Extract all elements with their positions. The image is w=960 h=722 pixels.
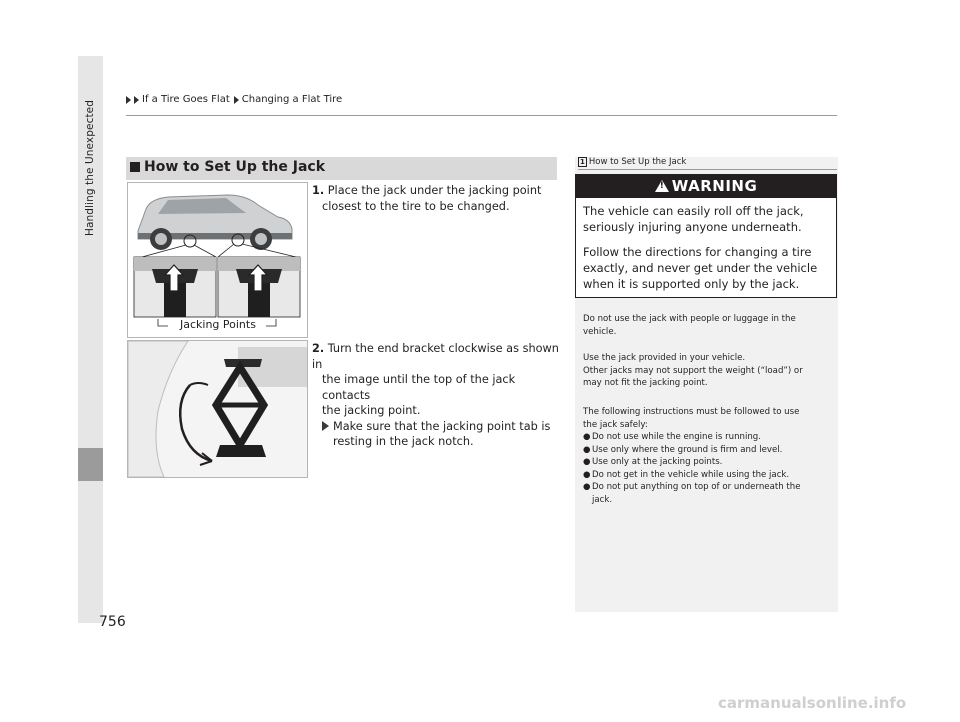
substep-arrow-icon	[322, 421, 329, 431]
watermark: carmanualsonline.info	[718, 694, 907, 712]
step-number: 1.	[312, 184, 325, 197]
step-text-line: Turn the end bracket clockwise as shown in	[312, 342, 559, 371]
list-item: ● Use only where the ground is firm and level.	[583, 444, 783, 455]
step-text-line: the jacking point.	[322, 404, 421, 417]
breadcrumb-item[interactable]: Changing a Flat Tire	[241, 94, 343, 105]
step-2	[312, 341, 562, 450]
step-substep: Make sure that the jacking point tab is	[312, 419, 562, 435]
page-number: 756	[99, 614, 126, 630]
side-tab-marker	[78, 448, 103, 481]
jacking-points-figure	[127, 182, 308, 338]
note-paragraph-3: The following instructions must be followed to use the jack safely: ● Do not use while the engine is running. ● Use only where the ground is firm and level. ● Use only at the jacking points. ● Do not get in the vehicle while using the jack. ● Do not put anything on top of or underneath the jack.	[583, 406, 831, 506]
breadcrumb-arrow-icon	[234, 96, 239, 104]
header-rule	[126, 115, 837, 116]
list-item: ● Do not put anything on top of or underneath the	[583, 482, 801, 492]
warning-text-1: The vehicle can easily roll off the jack, seriously injuring anyone underneath.	[583, 204, 804, 234]
list-item: ● Do not use while the engine is running.	[583, 432, 761, 442]
note-paragraph-1: Do not use the jack with people or luggage in the vehicle.	[583, 314, 796, 337]
section-title: How to Set Up the Jack	[130, 159, 325, 175]
notes-rule	[578, 169, 837, 170]
scissor-jack-illustration	[128, 341, 307, 477]
warning-header: !WARNING	[576, 175, 836, 198]
square-bullet-icon	[130, 162, 140, 172]
list-item: ● Do not get in the vehicle while using the jack.	[583, 469, 790, 480]
breadcrumb-item[interactable]: If a Tire Goes Flat	[142, 94, 230, 105]
step-1	[312, 183, 562, 214]
jack-bracket-figure	[127, 340, 308, 478]
breadcrumb-arrow-icon	[126, 96, 131, 104]
warning-text-2: Follow the directions for changing a tire exactly, and never get under the vehicle when it is supported only by the jack.	[583, 245, 818, 291]
reference-number: 1	[580, 158, 585, 166]
list-item: ● Use only at the jacking points.	[583, 457, 723, 467]
step-text-line: the image until the top of the jack contacts	[322, 373, 516, 402]
warning-triangle-icon	[655, 180, 669, 192]
step-number: 2.	[312, 342, 325, 355]
figure-caption: Jacking Points	[180, 318, 256, 331]
breadcrumb	[126, 94, 342, 105]
step-text-line: Place the jack under the jacking point	[327, 184, 542, 197]
car-jacking-illustration	[128, 183, 307, 337]
reference-title: How to Set Up the Jack	[588, 157, 687, 167]
step-text-line: closest to the tire to be changed.	[322, 199, 510, 213]
note-paragraph-2: Use the jack provided in your vehicle. Other jacks may not support the weight (“load”) or may not fit the jacking point.	[583, 353, 803, 388]
step-substep-line: resting in the jack notch.	[333, 435, 474, 448]
breadcrumb-arrow-icon	[134, 96, 139, 104]
notes-reference	[578, 157, 686, 167]
chapter-label: Handling the Unexpected	[84, 100, 96, 236]
